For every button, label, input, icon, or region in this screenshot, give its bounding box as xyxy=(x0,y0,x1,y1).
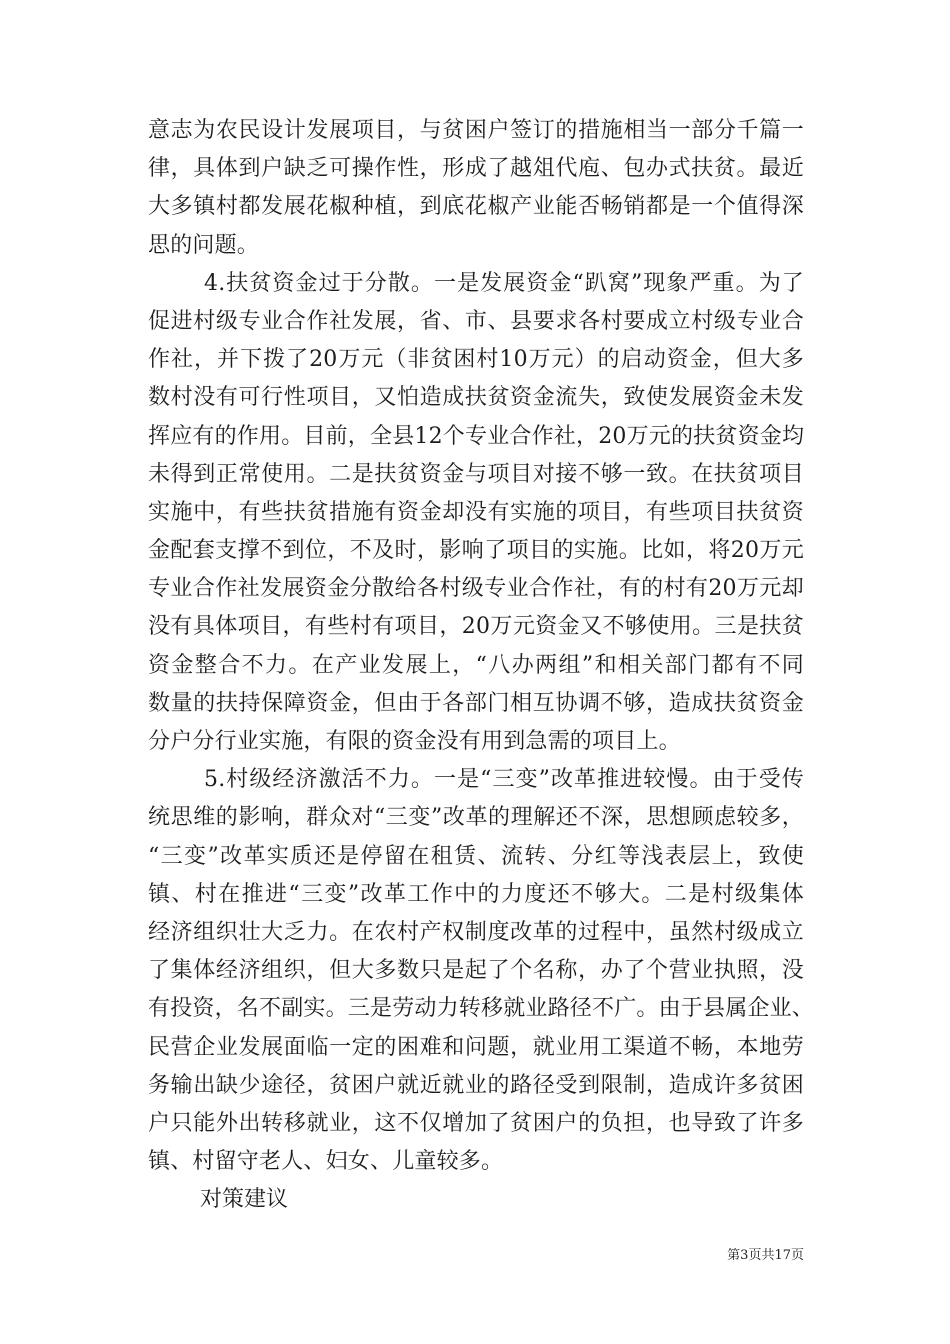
paragraph-line: 5.村级经济激活不力。一是“三变”改革推进较慢。由于受传 xyxy=(204,767,804,793)
paragraph-line: 有投资，名不副实。三是劳动力转移就业路径不广。由于县属企业、 xyxy=(148,996,815,1022)
paragraph-line: 没有具体项目，有些村有项目，20万元资金又不够使用。三是扶贫 xyxy=(148,614,804,640)
paragraph-line: “三变”改革实质还是停留在租赁、流转、分红等浅表层上，致使 xyxy=(148,843,804,869)
paragraph-line: 经济组织壮大乏力。在农村产权制度改革的过程中，虽然村级成立 xyxy=(148,919,804,945)
paragraph-line: 4.扶贫资金过于分散。一是发展资金“趴窝”现象严重。为了 xyxy=(204,270,804,296)
paragraph-line: 分户分行业实施，有限的资金没有用到急需的项目上。 xyxy=(148,729,681,754)
paragraph-line: 金配套支撑不到位，不及时，影响了项目的实施。比如，将20万元 xyxy=(148,538,804,564)
paragraph-line: 务输出缺少途径，贫困户就近就业的路径受到限制，造成许多贫困 xyxy=(148,1072,804,1098)
paragraph-line: 数量的扶持保障资金，但由于各部门相互协调不够，造成扶贫资金 xyxy=(148,690,804,716)
paragraph-line: 专业合作社发展资金分散给各村级专业合作社，有的村有20万元却 xyxy=(148,576,804,602)
paragraph-line: 思的问题。 xyxy=(148,232,260,258)
paragraph-line: 促进村级专业合作社发展，省、市、县要求各村要成立村级专业合 xyxy=(148,308,804,334)
paragraph-line: 统思维的影响，群众对“三变”改革的理解还不深，思想顾虑较多， xyxy=(148,805,804,831)
paragraph-line: 未得到正常使用。二是扶贫资金与项目对接不够一致。在扶贫项目 xyxy=(148,461,804,487)
paragraph-line: 作社，并下拨了20万元（非贫困村10万元）的启动资金，但大多 xyxy=(148,347,804,373)
paragraph-line: 意志为农民设计发展项目，与贫困户签订的措施相当一部分千篇一 xyxy=(148,118,804,143)
page-number-footer: 第3页共17页 xyxy=(727,1248,804,1263)
paragraph-line: 挥应有的作用。目前，全县12个专业合作社，20万元的扶贫资金均 xyxy=(148,423,805,449)
paragraph-line: 民营企业发展面临一定的困难和问题，就业用工渠道不畅，本地劳 xyxy=(148,1034,804,1060)
paragraph-line: 数村没有可行性项目，又怕造成扶贫资金流失，致使发展资金未发 xyxy=(148,385,804,411)
paragraph-line: 资金整合不力。在产业发展上，“八办两组”和相关部门都有不同 xyxy=(148,652,804,678)
paragraph-line: 律，具体到户缺乏可操作性，形成了越俎代庖、包办式扶贫。最近 xyxy=(148,156,804,182)
paragraph-line: 实施中，有些扶贫措施有资金却没有实施的项目，有些项目扶贫资 xyxy=(148,499,804,525)
section-heading: 对策建议 xyxy=(200,1187,289,1213)
paragraph-line: 户只能外出转移就业，这不仅增加了贫困户的负担，也导致了许多 xyxy=(148,1110,804,1136)
paragraph-line: 了集体经济组织，但大多数只是起了个名称，办了个营业执照，没 xyxy=(148,958,804,984)
paragraph-line: 镇、村在推进“三变”改革工作中的力度还不够大。二是村级集体 xyxy=(148,881,804,907)
paragraph-line: 大多镇村都发展花椒种植，到底花椒产业能否畅销都是一个值得深 xyxy=(148,194,804,220)
document-body xyxy=(148,112,815,1219)
paragraph-line: 镇、村留守老人、妇女、儿童较多。 xyxy=(148,1149,504,1175)
